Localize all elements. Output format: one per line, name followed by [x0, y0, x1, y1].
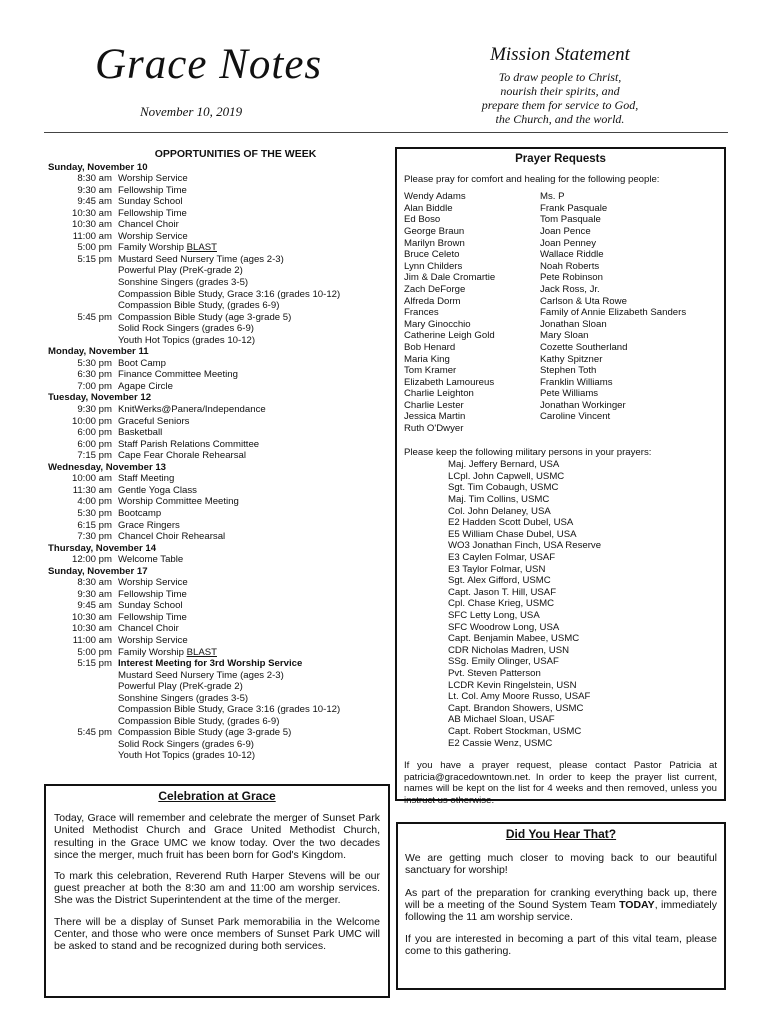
prayer-name: Mary Sloan	[540, 330, 589, 342]
military-name: WO3 Jonathan Finch, USA Reserve	[448, 540, 602, 552]
prayer-name: Ruth O'Dwyer	[404, 423, 464, 435]
event-text: Compassion Bible Study, (grades 6-9)	[118, 300, 280, 312]
schedule-event	[48, 554, 393, 566]
prayer-name: Tom Pasquale	[540, 214, 601, 226]
event-text: Graceful Seniors	[118, 415, 190, 427]
prayer-name: Mary Ginocchio	[404, 318, 471, 330]
prayer-name: George Braun	[404, 225, 465, 237]
mission-line: To draw people to Christ,	[498, 70, 622, 84]
event-time: 4:00 pm	[77, 496, 112, 508]
event-time: 5:15 pm	[77, 253, 112, 265]
event-description	[118, 739, 393, 751]
prayer-name: Pete Williams	[540, 388, 599, 400]
event-text: Basketball	[118, 427, 163, 439]
schedule-event	[48, 670, 393, 682]
military-name: Capt. Robert Stockman, USMC	[448, 725, 582, 737]
event-description	[118, 369, 393, 381]
event-text: Powerful Play (PreK-grade 2)	[118, 681, 243, 693]
event-time: 8:30 am	[77, 577, 112, 589]
prayer-name: Alfreda Dorm	[404, 295, 461, 307]
prayer-names	[404, 191, 717, 434]
prayer-name: Cozette Southerland	[540, 341, 628, 353]
event-time	[48, 750, 118, 762]
prayer-name: Lynn Childers	[404, 260, 463, 272]
military-name: Capt. Jason T. Hill, USAF	[448, 586, 557, 598]
event-link[interactable]: BLAST	[186, 646, 217, 658]
event-description	[118, 404, 393, 416]
event-time: 5:30 pm	[77, 357, 112, 369]
event-text: Staff Meeting	[118, 473, 175, 485]
event-time: 10:30 am	[71, 219, 112, 231]
prayer-name: Charlie Lester	[404, 399, 464, 411]
hear-paragraph: If you are interested in becoming a part of this vital team, please come to this gathering.	[405, 933, 717, 958]
event-description	[118, 577, 393, 589]
schedule-event	[48, 647, 393, 659]
military-name: LCpl. John Capwell, USMC	[448, 470, 565, 482]
event-text: Sonshine Singers (grades 3-5)	[118, 277, 249, 289]
event-time	[48, 289, 118, 301]
schedule-event	[48, 358, 393, 370]
schedule-event	[48, 716, 393, 728]
military-name: E2 Hadden Scott Dubel, USA	[448, 517, 574, 529]
event-description	[118, 231, 393, 243]
prayer-name: Jim & Dale Cromartie	[404, 272, 496, 284]
schedule-event	[48, 231, 393, 243]
event-text: Bootcamp	[118, 507, 162, 519]
schedule-event	[48, 485, 393, 497]
prayer-name: Frank Pasquale	[540, 202, 608, 214]
prayer-name: Joan Penney	[540, 237, 597, 249]
event-description	[118, 300, 393, 312]
prayer-name: Caroline Vincent	[540, 411, 611, 423]
schedule-event	[48, 404, 393, 416]
military-name: LCDR Kevin Ringelstein, USN	[448, 679, 577, 691]
mission-line: nourish their spirits, and	[500, 84, 620, 98]
prayer-name: Ms. P	[540, 191, 565, 203]
schedule-event	[48, 254, 393, 266]
event-time	[48, 704, 118, 716]
event-text: Staff Parish Relations Committee	[118, 438, 260, 450]
military-name: Sgt. Tim Cobaugh, USMC	[448, 482, 559, 494]
event-text: Finance Committee Meeting	[118, 369, 238, 381]
event-text: Boot Camp	[118, 357, 166, 369]
prayer-name: Jonathan Workinger	[540, 399, 626, 411]
prayer-name: Bob Henard	[404, 341, 456, 353]
military-name: E3 Caylen Folmar, USAF	[448, 552, 556, 563]
schedule-event	[48, 242, 393, 254]
event-description	[118, 704, 393, 716]
schedule-event	[48, 727, 393, 739]
schedule-event	[48, 196, 393, 208]
event-time: 7:00 pm	[77, 380, 112, 392]
hear-paragraph	[405, 887, 717, 924]
event-description	[118, 531, 393, 543]
event-text: Compassion Bible Study (age 3-grade 5)	[118, 311, 292, 323]
event-time: 10:00 pm	[71, 415, 112, 427]
event-time: 10:00 am	[71, 473, 112, 485]
military-name: Maj. Jeffery Bernard, USA	[448, 459, 560, 471]
event-description	[118, 277, 393, 289]
event-time	[48, 265, 118, 277]
schedule-event	[48, 520, 393, 532]
prayer-name: Pete Robinson	[540, 272, 603, 284]
event-description	[118, 647, 393, 659]
prayer-name: Family of Annie Elizabeth Sanders	[540, 307, 687, 319]
military-name: SFC Woodrow Long, USA	[448, 621, 560, 633]
event-text: KnitWerks@Panera/Independance	[118, 404, 266, 416]
event-time: 11:30 am	[72, 484, 112, 496]
military-name: SFC Letty Long, USA	[448, 609, 540, 621]
event-description	[118, 716, 393, 728]
military-list	[404, 459, 717, 749]
event-time: 12:00 pm	[71, 554, 112, 566]
schedule-event	[48, 416, 393, 428]
event-description	[118, 254, 393, 266]
event-time: 10:30 am	[71, 611, 112, 623]
hear-text: As part of the preparation for cranking everything back up, there will be a meeting of the Sound System Team	[405, 886, 717, 911]
event-description	[118, 600, 393, 612]
event-text: Mustard Seed Nursery Time (ages 2-3)	[118, 669, 284, 681]
schedule-event	[48, 335, 393, 347]
event-text: Worship Service	[118, 634, 188, 646]
prayer-name: Carlson & Uta Rowe	[540, 295, 627, 307]
day-heading: Sunday, November 17	[48, 565, 148, 577]
schedule-event	[48, 577, 393, 589]
event-time: 9:30 am	[77, 588, 112, 600]
event-text: Grace Ringers	[118, 519, 180, 531]
event-description	[118, 185, 393, 197]
prayer-name: Jack Ross, Jr.	[540, 283, 600, 295]
event-text: Chancel Choir	[118, 219, 179, 231]
event-description	[118, 312, 393, 324]
header-divider	[44, 132, 728, 133]
hear-paragraph: We are getting much closer to moving back to our beautiful sanctuary for worship!	[405, 852, 717, 877]
prayer-name: Maria King	[404, 353, 450, 365]
event-time: 6:15 pm	[77, 519, 112, 531]
event-text: Solid Rock Singers (grades 6-9)	[118, 323, 254, 335]
event-description	[118, 219, 393, 231]
schedule-event	[48, 450, 393, 462]
schedule-event	[48, 265, 393, 277]
schedule-event	[48, 185, 393, 197]
event-description	[118, 496, 393, 508]
event-text: Interest Meeting for 3rd Worship Service	[118, 658, 303, 670]
event-description	[118, 520, 393, 532]
event-time: 8:30 am	[77, 173, 112, 185]
event-time: 6:00 pm	[77, 438, 112, 450]
military-name: Maj. Tim Collins, USMC	[448, 494, 550, 506]
mission-line: the Church, and the world.	[495, 112, 625, 126]
schedule-event	[48, 750, 393, 762]
event-time: 10:30 am	[71, 207, 112, 219]
event-description	[118, 554, 393, 566]
event-text: Sunday School	[118, 196, 183, 208]
prayer-name: Catherine Leigh Gold	[404, 330, 495, 342]
military-name: Cpl. Chase Krieg, USMC	[448, 598, 555, 610]
event-time: 11:00 am	[72, 230, 112, 242]
mission-heading: Mission Statement	[490, 44, 630, 65]
schedule-event	[48, 496, 393, 508]
event-text: Worship Service	[118, 173, 188, 185]
event-text: Sunday School	[118, 600, 183, 612]
schedule-list	[48, 162, 393, 762]
event-time: 7:15 pm	[77, 450, 112, 462]
event-text: Powerful Play (PreK-grade 2)	[118, 265, 243, 277]
day-heading: Wednesday, November 13	[48, 461, 167, 473]
event-description	[118, 439, 393, 451]
opportunities-section	[48, 149, 393, 762]
event-text: Agape Circle	[118, 380, 173, 392]
newsletter-title: Grace Notes	[95, 41, 323, 88]
did-you-hear-title: Did You Hear That?	[505, 827, 617, 841]
prayer-name: Frances	[404, 307, 439, 319]
event-description	[118, 693, 393, 705]
schedule-event	[48, 681, 393, 693]
celebration-paragraph: Today, Grace will remember and celebrate the merger of Sunset Park United Methodist Church and Grace United Methodist Church, resulting in the Grace UMC we know today. Over the two decades since the merger, much fruit has been born for God's Kingdom.	[54, 812, 380, 861]
event-text: Worship Service	[118, 577, 188, 589]
event-text: Fellowship Time	[118, 588, 187, 600]
event-time: 9:30 pm	[77, 404, 112, 416]
event-time	[48, 716, 118, 728]
prayer-title: Prayer Requests	[515, 153, 606, 165]
prayer-name: Elizabeth Lamoureus	[404, 376, 495, 388]
event-text: Mustard Seed Nursery Time (ages 2-3)	[118, 253, 284, 265]
event-time: 5:45 pm	[77, 727, 112, 739]
event-description	[118, 358, 393, 370]
event-description	[118, 265, 393, 277]
event-time: 6:00 pm	[77, 427, 112, 439]
event-time	[48, 681, 118, 693]
schedule-event	[48, 369, 393, 381]
event-time: 5:00 pm	[77, 242, 112, 254]
event-description	[118, 670, 393, 682]
schedule-event	[48, 381, 393, 393]
event-text: Family Worship	[118, 242, 187, 254]
military-name: Sgt. Alex Gifford, USMC	[448, 575, 551, 587]
event-time: 9:45 am	[77, 600, 112, 612]
event-time: 9:45 am	[77, 196, 112, 208]
event-description	[118, 658, 393, 670]
military-name: E2 Cassie Wenz, USMC	[448, 737, 553, 749]
prayer-names-column-1	[404, 191, 540, 434]
schedule-event	[48, 439, 393, 451]
event-text: Cape Fear Chorale Rehearsal	[118, 450, 246, 462]
event-description	[118, 416, 393, 428]
event-time	[48, 323, 118, 335]
event-description	[118, 381, 393, 393]
schedule-event	[48, 473, 393, 485]
event-description	[118, 681, 393, 693]
event-time: 10:30 am	[71, 623, 112, 635]
prayer-name: Charlie Leighton	[404, 388, 474, 400]
event-time	[48, 335, 118, 347]
event-text: Sonshine Singers (grades 3-5)	[118, 692, 249, 704]
schedule-event	[48, 508, 393, 520]
event-time: 6:30 pm	[77, 369, 112, 381]
event-text: Chancel Choir Rehearsal	[118, 531, 226, 543]
event-link[interactable]: BLAST	[186, 242, 217, 254]
mission-statement	[455, 70, 665, 126]
event-text: Fellowship Time	[118, 207, 187, 219]
event-description	[118, 473, 393, 485]
event-description	[118, 589, 393, 601]
schedule-event	[48, 635, 393, 647]
event-text: Compassion Bible Study (age 3-grade 5)	[118, 727, 292, 739]
did-you-hear-box	[396, 822, 726, 990]
day-heading: Thursday, November 14	[48, 542, 157, 554]
prayer-requests-box	[395, 147, 726, 806]
event-text: Family Worship	[118, 646, 187, 658]
military-name: CDR Nicholas Madren, USN	[448, 644, 570, 656]
hear-text: , immediately following the 11 am worship service.	[405, 898, 717, 924]
event-text: Gentle Yoga Class	[118, 484, 197, 496]
schedule-event	[48, 427, 393, 439]
event-time: 5:45 pm	[77, 311, 112, 323]
event-text: Chancel Choir	[118, 623, 179, 635]
celebration-box	[44, 784, 390, 998]
event-description	[118, 623, 393, 635]
military-name: E3 Taylor Folmar, USN	[448, 563, 546, 575]
event-text: Welcome Table	[118, 554, 184, 566]
event-time	[48, 670, 118, 682]
schedule-event	[48, 300, 393, 312]
schedule-event	[48, 173, 393, 185]
hear-emphasis: TODAY	[619, 898, 655, 911]
schedule-event	[48, 219, 393, 231]
prayer-name: Wendy Adams	[404, 191, 466, 203]
prayer-name: Kathy Spitzner	[540, 353, 603, 365]
event-description	[118, 173, 393, 185]
prayer-footer: If you have a prayer request, please contact Pastor Patricia at patricia@gracedowntown.net. In order to keep the prayer list current, names will be kept on the list for 4 weeks and then removed, unless you instruct us otherwise.	[404, 760, 717, 806]
schedule-event	[48, 704, 393, 716]
prayer-name: Marilyn Brown	[404, 237, 465, 249]
event-time	[48, 693, 118, 705]
event-text: Compassion Bible Study, (grades 6-9)	[118, 715, 280, 727]
event-time: 9:30 am	[77, 184, 112, 196]
military-intro: Please keep the following military persons in your prayers:	[404, 446, 652, 458]
mission-line: prepare them for service to God,	[481, 98, 639, 112]
event-description	[118, 208, 393, 220]
schedule-event	[48, 289, 393, 301]
schedule-event	[48, 623, 393, 635]
event-description	[118, 635, 393, 647]
prayer-intro: Please pray for comfort and healing for the following people:	[404, 173, 660, 185]
day-heading: Sunday, November 10	[48, 161, 148, 173]
prayer-name: Tom Kramer	[404, 365, 457, 377]
day-heading: Tuesday, November 12	[48, 392, 152, 404]
event-description	[118, 485, 393, 497]
event-time: 5:00 pm	[77, 646, 112, 658]
event-time: 5:30 pm	[77, 507, 112, 519]
event-text: Youth Hot Topics (grades 10-12)	[118, 750, 256, 762]
schedule-event	[48, 693, 393, 705]
schedule-event	[48, 277, 393, 289]
event-description	[118, 727, 393, 739]
event-time: 5:15 pm	[77, 658, 112, 670]
celebration-paragraph: There will be a display of Sunset Park memorabilia in the Welcome Center, and those who were once members of Sunset Park UMC will be asked to stand and be recognized during both services.	[54, 915, 380, 953]
prayer-names-column-2	[540, 191, 717, 434]
military-name: Col. John Delaney, USA	[448, 505, 551, 517]
schedule-event	[48, 612, 393, 624]
prayer-name: Joan Pence	[540, 225, 591, 237]
military-name: E5 William Chase Dubel, USA	[448, 528, 577, 540]
event-time	[48, 739, 118, 751]
schedule-event	[48, 208, 393, 220]
event-text: Fellowship Time	[118, 184, 187, 196]
prayer-name: Alan Biddle	[404, 202, 453, 214]
event-text: Worship Service	[118, 230, 188, 242]
event-text: Worship Committee Meeting	[118, 496, 239, 508]
event-time: 11:00 am	[72, 634, 112, 646]
event-description	[118, 427, 393, 439]
event-time	[48, 300, 118, 312]
event-description	[118, 242, 393, 254]
event-description	[118, 196, 393, 208]
event-text: Fellowship Time	[118, 611, 187, 623]
military-name: Pvt. Steven Patterson	[448, 667, 541, 679]
schedule-event	[48, 323, 393, 335]
event-text: Youth Hot Topics (grades 10-12)	[118, 334, 256, 346]
event-text: Compassion Bible Study, Grace 3:16 (grades 10-12)	[118, 704, 341, 716]
prayer-name: Noah Roberts	[540, 260, 600, 272]
military-name: Capt. Benjamin Mabee, USMC	[448, 633, 580, 645]
event-text: Solid Rock Singers (grades 6-9)	[118, 738, 254, 750]
prayer-name: Wallace Riddle	[540, 249, 604, 261]
military-name: Lt. Col. Amy Moore Russo, USAF	[448, 691, 591, 703]
prayer-name: Jonathan Sloan	[540, 318, 607, 330]
event-description	[118, 450, 393, 462]
day-heading: Monday, November 11	[48, 346, 149, 358]
schedule-event	[48, 658, 393, 670]
opportunities-title: OPPORTUNITIES OF THE WEEK	[154, 148, 317, 160]
military-name: AB Michael Sloan, USAF	[448, 714, 555, 726]
event-time	[48, 277, 118, 289]
prayer-name: Zach DeForge	[404, 283, 466, 295]
event-description	[118, 335, 393, 347]
schedule-event	[48, 589, 393, 601]
event-description	[118, 508, 393, 520]
military-name: SSg. Emily Olinger, USAF	[448, 656, 559, 668]
schedule-event	[48, 600, 393, 612]
event-description	[118, 289, 393, 301]
schedule-event	[48, 739, 393, 751]
event-description	[118, 612, 393, 624]
military-name: Capt. Brandon Showers, USMC	[448, 702, 584, 714]
event-time: 7:30 pm	[77, 531, 112, 543]
prayer-name: Bruce Celeto	[404, 249, 460, 261]
schedule-event	[48, 531, 393, 543]
prayer-name: Ed Boso	[404, 214, 441, 226]
newsletter-date: November 10, 2019	[140, 104, 243, 119]
celebration-title: Celebration at Grace	[158, 789, 276, 803]
event-description	[118, 323, 393, 335]
prayer-name: Jessica Martin	[404, 411, 466, 423]
celebration-paragraph: To mark this celebration, Reverend Ruth Harper Stevens will be our guest preacher at both the 8:30 am and 11:00 am worship services. She was the District Superintendent at the time of the merger.	[54, 870, 380, 907]
schedule-event	[48, 312, 393, 324]
prayer-name: Franklin Williams	[540, 376, 613, 388]
prayer-name: Stephen Toth	[540, 365, 597, 377]
event-text: Compassion Bible Study, Grace 3:16 (grades 10-12)	[118, 288, 341, 300]
event-description	[118, 750, 393, 762]
